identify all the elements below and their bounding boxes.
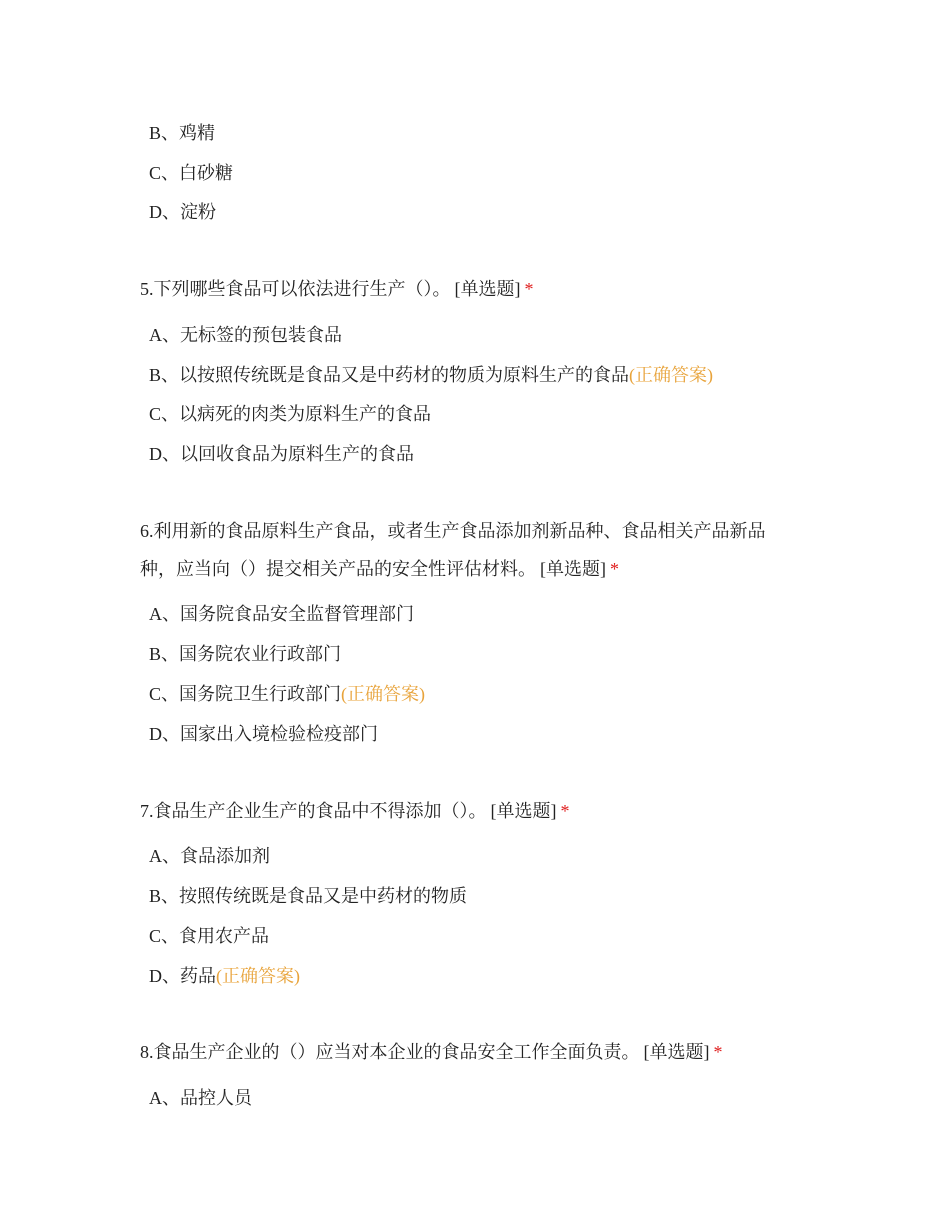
option-prev-b	[149, 121, 215, 145]
option-text: A、食品添加剂	[149, 846, 270, 866]
question-text: 8.食品生产企业的（）应当对本企业的食品安全工作全面负责。	[140, 1042, 640, 1062]
option-text: D、以回收食品为原料生产的食品	[149, 444, 414, 464]
question-5-title	[140, 270, 800, 308]
question-5-option-b	[149, 363, 713, 387]
option-text: B、以按照传统既是食品又是中药材的物质为原料生产的食品	[149, 365, 630, 385]
option-text: C、食用农产品	[149, 926, 270, 946]
question-8-option-a	[149, 1086, 252, 1110]
option-text: A、无标签的预包装食品	[149, 325, 342, 345]
question-6-option-b	[149, 642, 341, 666]
question-text: 6.利用新的食品原料生产食品，或者生产食品添加剂新品种、食品相关产品新品种，应当向（）提交相关产品的安全性评估材料。	[140, 521, 766, 579]
option-prev-c	[149, 161, 233, 185]
option-text: A、国务院食品安全监督管理部门	[149, 604, 414, 624]
correct-answer-tag: (正确答案)	[629, 365, 714, 385]
required-mark: *	[524, 279, 534, 299]
option-text: B、鸡精	[149, 123, 216, 143]
question-text: 5.下列哪些食品可以依法进行生产（）。	[140, 279, 451, 299]
option-prev-d	[149, 200, 216, 224]
question-type-label: [单选题]	[490, 801, 557, 821]
option-text: D、国家出入境检验检疫部门	[149, 724, 378, 744]
question-6-title	[140, 512, 800, 588]
question-8-title	[140, 1033, 800, 1071]
question-7-option-c	[149, 924, 269, 948]
question-type-label: [单选题]	[643, 1042, 710, 1062]
question-type-label: [单选题]	[540, 559, 606, 579]
option-text: D、药品	[149, 966, 216, 986]
required-mark: *	[610, 559, 619, 579]
question-5-option-a	[149, 323, 342, 347]
option-text: B、国务院农业行政部门	[149, 644, 342, 664]
option-text: B、按照传统既是食品又是中药材的物质	[149, 886, 468, 906]
option-text: C、国务院卫生行政部门	[149, 684, 342, 704]
question-6-option-c	[149, 682, 425, 706]
required-mark: *	[560, 801, 570, 821]
question-7-title	[140, 792, 800, 830]
question-text: 7.食品生产企业生产的食品中不得添加（）。	[140, 801, 487, 821]
question-6-option-a	[149, 602, 414, 626]
question-5-option-c	[149, 402, 431, 426]
question-7-option-a	[149, 844, 270, 868]
question-7-option-d	[149, 964, 300, 988]
correct-answer-tag: (正确答案)	[341, 684, 426, 704]
option-text: D、淀粉	[149, 202, 216, 222]
option-text: A、品控人员	[149, 1088, 252, 1108]
question-7-option-b	[149, 884, 467, 908]
question-6-option-d	[149, 722, 378, 746]
option-text: C、白砂糖	[149, 163, 234, 183]
question-5-option-d	[149, 442, 414, 466]
correct-answer-tag: (正确答案)	[216, 966, 300, 986]
option-text: C、以病死的肉类为原料生产的食品	[149, 404, 432, 424]
question-type-label: [单选题]	[454, 279, 521, 299]
required-mark: *	[713, 1042, 723, 1062]
